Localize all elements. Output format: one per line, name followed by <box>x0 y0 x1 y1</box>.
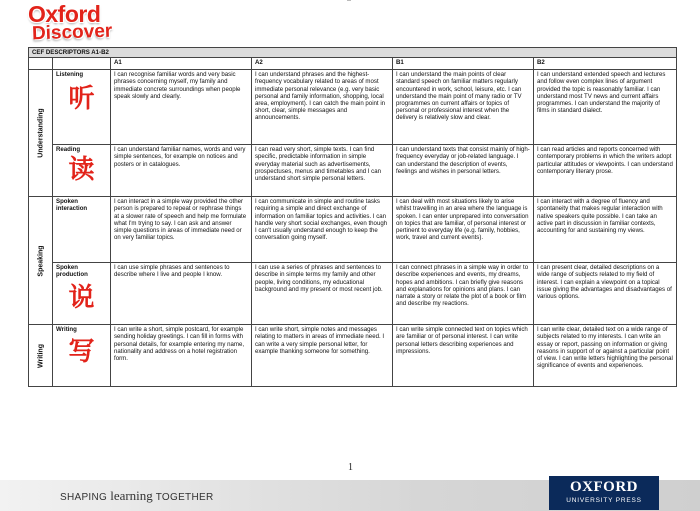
group-label-speaking: Speaking <box>36 245 44 277</box>
oup-logo <box>549 476 659 510</box>
group-speaking <box>29 197 53 325</box>
descriptor-cell: I can use simple phrases and sentences to describe where I live and people I know. <box>111 263 252 325</box>
descriptor-cell: I can write clear, detailed text on a wide range of subjects related to my interests. I can write an essay or report, passing on information or giving reasons in support of or against a particular point of view. I can write letters highlighting the personal significance of events and experiences. <box>534 325 677 387</box>
header-blank-1 <box>29 58 53 70</box>
category-listening <box>53 70 111 145</box>
descriptor-cell: I can present clear, detailed descriptions on a wide range of subjects related to my field of interest. I can explain a viewpoint on a topical issue giving the advantages and disadvantages of various options. <box>534 263 677 325</box>
descriptor-cell: I can read very short, simple texts. I can find specific, predictable information in simple everyday material such as advertisements, prospectuses, menus and timetables and I can understand short simple personal letters. <box>252 145 393 197</box>
table-title-row <box>29 48 677 58</box>
cef-descriptors-table <box>28 47 677 387</box>
oup-logo-line2: UNIVERSITY PRESS <box>566 497 642 504</box>
read-character: 读 <box>68 155 95 186</box>
category-writing <box>53 325 111 387</box>
descriptor-cell: I can interact in a simple way provided the other person is prepared to repeat or rephrase things at a slower rate of speech and help me formulate what I'm trying to say. I can ask and answer simple questions in areas of immediate need or on very familiar topics. <box>111 197 252 263</box>
category-label: Listening <box>56 71 84 79</box>
descriptor-cell: I can write simple connected text on topics which are familiar or of personal interest. I can write personal letters describing experiences and impressions. <box>393 325 534 387</box>
table-title: CEF DESCRIPTORS A1-B2 <box>29 48 677 58</box>
descriptor-cell: I can understand the main points of clear standard speech on familiar matters regularly encountered in work, school, leisure, etc. I can understand the main point of many radio or TV programmes on current affairs or topics of personal or professional interest when the delivery is relatively slow and clear. <box>393 70 534 145</box>
level-header-row <box>29 58 677 70</box>
page-number: 1 <box>348 462 353 473</box>
footer-tagline <box>60 488 213 504</box>
descriptor-cell: I can understand familiar names, words and very simple sentences, for example on notices and posters or in catalogues. <box>111 145 252 197</box>
category-spoken-interaction: Spoken interaction <box>53 197 111 263</box>
tagline-part-2: learning <box>110 488 153 503</box>
descriptor-cell: I can connect phrases in a simple way in order to describe experiences and events, my dreams, hopes and ambitions. I can briefly give reasons and explanations for opinions and plans. I can narrate a story or relate the plot of a book or film and describe my reactions. <box>393 263 534 325</box>
logo-discover: Discover <box>31 20 113 45</box>
category-spoken-production <box>53 263 111 325</box>
group-writing <box>29 325 53 387</box>
descriptor-cell: I can understand extended speech and lectures and follow even complex lines of argument provided the topic is reasonably familiar. I can understand most TV news and current affairs programmes. I can understand the majority of films in standard dialect. <box>534 70 677 145</box>
group-label-writing: Writing <box>36 343 44 368</box>
category-reading <box>53 145 111 197</box>
footer-band <box>0 480 700 511</box>
descriptor-cell: I can interact with a degree of fluency and spontaneity that makes regular interaction with native speakers quite possible. I can take an active part in discussion in familiar contexts, accounting for and sustaining my views. <box>534 197 677 263</box>
logo-oxford: Oxford <box>28 1 101 27</box>
descriptor-cell: I can write a short, simple postcard, for example sending holiday greetings. I can fill in forms with personal details, for example entering my name, nationality and address on a hotel registration form. <box>111 325 252 387</box>
speak-character: 说 <box>68 282 95 313</box>
table-row <box>29 145 677 197</box>
category-label: Reading <box>56 146 81 154</box>
oxford-discover-logo <box>28 3 148 45</box>
descriptor-cell: I can communicate in simple and routine tasks requiring a simple and direct exchange of information on familiar topics and activities. I can handle very short social exchanges, even though I can't usually understand enough to keep the conversation going myself. <box>252 197 393 263</box>
group-understanding <box>29 70 53 197</box>
level-b2: B2 <box>534 58 677 70</box>
descriptor-cell: I can use a series of phrases and sentences to describe in simple terms my family and other people, living conditions, my educational background and my present or most recent job. <box>252 263 393 325</box>
descriptor-cell: I can deal with most situations likely to arise whilst travelling in an area where the language is spoken. I can enter unprepared into conversation on topics that are familiar, of personal interest or pertinent to everyday life (e.g. family, hobbies, work, travel and current events). <box>393 197 534 263</box>
listen-character: 听 <box>68 84 95 115</box>
level-a1: A1 <box>111 58 252 70</box>
category-label: Spoken production <box>56 264 88 279</box>
descriptor-cell: I can recognise familiar words and very basic phrases concerning myself, my family and immediate concrete surroundings when people speak slowly and clearly. <box>111 70 252 145</box>
category-label: Writing <box>56 326 77 334</box>
table-row <box>29 263 677 325</box>
table-row <box>29 325 677 387</box>
descriptor-cell: I can understand texts that consist mainly of high-frequency everyday or job-related language. I can understand the description of events, feelings and wishes in personal letters. <box>393 145 534 197</box>
table-row <box>29 197 677 263</box>
descriptor-cell: I can write short, simple notes and messages relating to matters in areas of immediate need. I can write a very simple personal letter, for example thanking someone for something. <box>252 325 393 387</box>
header-blank-2 <box>53 58 111 70</box>
table-row <box>29 70 677 145</box>
group-label-understanding: Understanding <box>36 108 44 158</box>
top-mark <box>347 0 351 1</box>
descriptor-cell: I can read articles and reports concerned with contemporary problems in which the writers adopt particular attitudes or viewpoints. I can understand contemporary literary prose. <box>534 145 677 197</box>
descriptor-cell: I can understand phrases and the highest-frequency vocabulary related to areas of most immediate personal relevance (e.g. very basic personal and family information, shopping, local area, employment). I can catch the main point in short, clear, simple messages and announcements. <box>252 70 393 145</box>
oup-logo-line1: OXFORD <box>570 479 638 495</box>
level-b1: B1 <box>393 58 534 70</box>
write-character: 写 <box>68 337 95 368</box>
level-a2: A2 <box>252 58 393 70</box>
tagline-part-3: TOGETHER <box>152 492 214 503</box>
tagline-part-1: SHAPING <box>60 492 111 503</box>
